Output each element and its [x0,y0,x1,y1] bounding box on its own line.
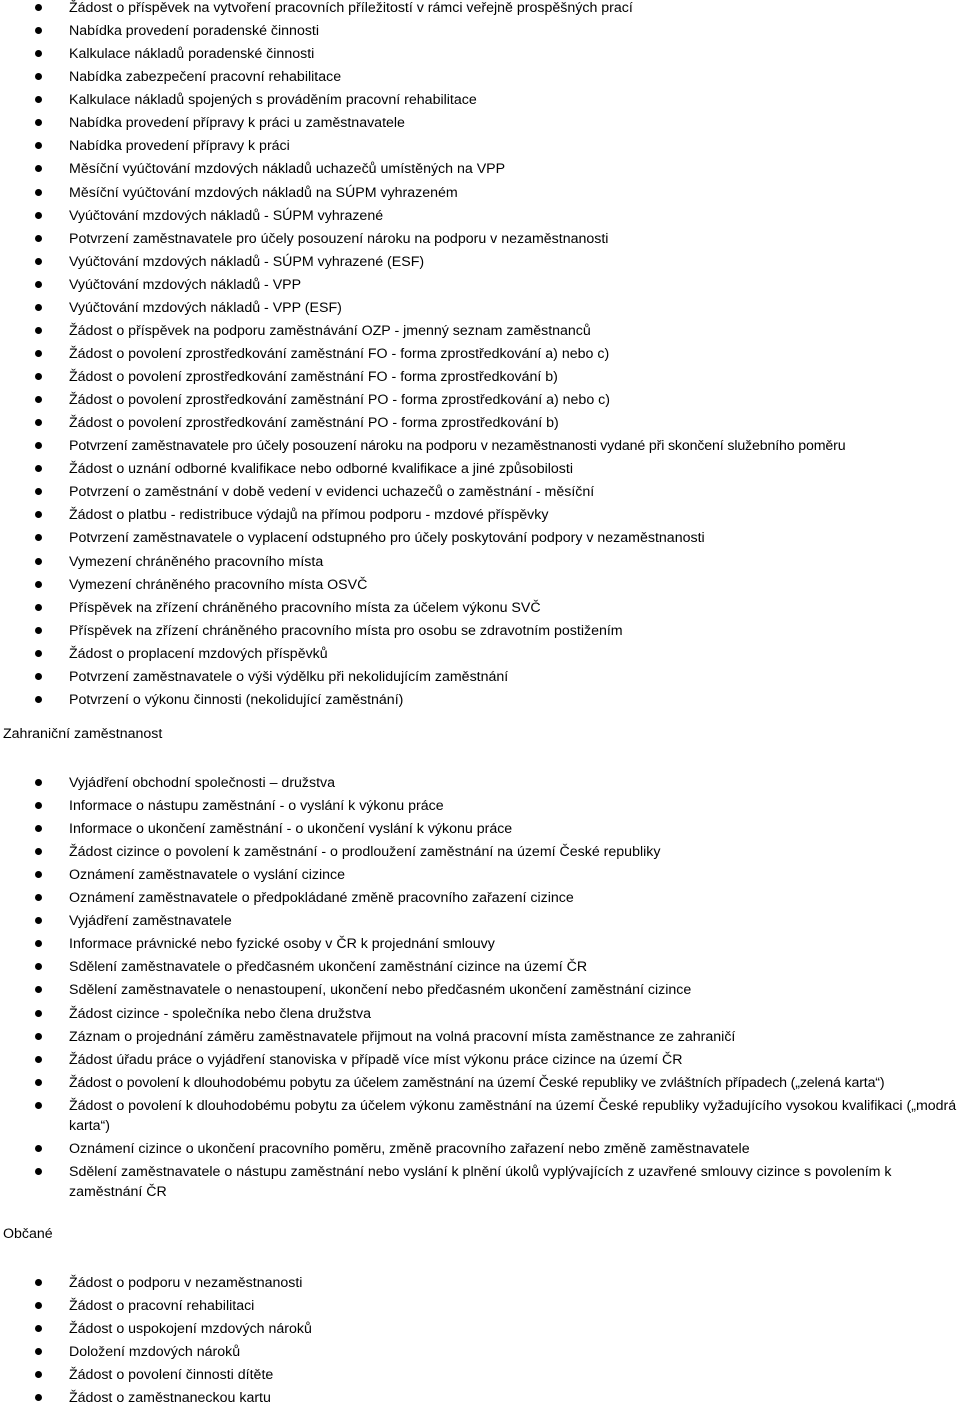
bullet-icon [35,1102,42,1109]
bullet-icon [35,1079,42,1086]
list-item [0,888,960,908]
bullet-icon [35,119,42,126]
list-item [0,1050,960,1070]
bullet-icon [35,534,42,541]
list-item [0,1388,960,1408]
bullet-icon [35,50,42,57]
bullet-icon [35,1145,42,1152]
list-item [0,598,960,618]
bullet-icon [35,142,42,149]
list-item-text: Nabídka provedení přípravy k práci u zaměstnavatele [69,115,405,132]
employers-forms-list [0,0,960,710]
bullet-icon [35,4,42,11]
list-item-text: Vyúčtování mzdových nákladů - VPP (ESF) [69,299,342,316]
list-item-text: Sdělení zaměstnavatele o předčasném ukončení zaměstnání cizince na území ČR [69,959,588,976]
bullet-icon [35,1033,42,1040]
list-item-text: Nabídka provedení přípravy k práci [69,138,290,155]
list-item [0,980,960,1000]
list-item [0,1365,960,1385]
list-item-text: Potvrzení o výkonu činnosti (nekolidující zaměstnání) [69,691,404,708]
bullet-icon [35,848,42,855]
list-item-text: Vyúčtování mzdových nákladů - VPP [69,276,302,293]
list-item-text: Žádost o podporu v nezaměstnanosti [69,1274,303,1291]
list-item [0,459,960,479]
list-item-text: Žádost o povolení zprostředkování zaměstnání PO - forma zprostředkování b) [69,415,559,432]
bullet-icon [35,235,42,242]
list-item [0,367,960,387]
bullet-icon [35,281,42,288]
bullet-icon [35,779,42,786]
list-item-text: Záznam o projednání záměru zaměstnavatele přijmout na volná pracovní místa zaměstnance ze zahraničí [69,1028,736,1045]
list-item [0,1319,960,1339]
bullet-icon [35,96,42,103]
bullet-icon [35,1371,42,1378]
bullet-icon [35,189,42,196]
list-item-text: Žádost o povolení k dlouhodobému pobytu za účelem výkonu zaměstnání na území České republiky vyžadujícího vysokou kvalifikaci („modrá karta“) [69,1097,957,1134]
bullet-icon [35,1010,42,1017]
list-item [0,1073,960,1093]
list-item-text: Žádost cizince - společníka nebo člena družstva [69,1005,372,1022]
list-item [0,1004,960,1024]
bullet-icon [35,488,42,495]
list-item-text: Vyúčtování mzdových nákladů - SÚPM vyhrazené [69,207,384,224]
list-item [0,321,960,341]
list-item [0,690,960,710]
list-item [0,911,960,931]
list-item-text: Doložení mzdových nároků [69,1344,241,1361]
list-item-text: Oznámení cizince o ukončení pracovního poměru, změně pracovního zařazení nebo změně zaměstnavatele [69,1140,750,1157]
list-item [0,1273,960,1293]
list-item-text: Sdělení zaměstnavatele o nástupu zaměstnání nebo vyslání k plnění úkolů vyplývajících z uzavřené smlouvy cizince s povolením k zaměstnání ČR [69,1163,892,1200]
bullet-icon [35,917,42,924]
list-item [0,552,960,572]
list-item-text: Potvrzení zaměstnavatele pro účely posouzení nároku na podporu v nezaměstnanosti vydané při skončení služebního poměru [69,438,846,455]
list-item-text: Žádost o povolení činnosti dítěte [69,1367,274,1384]
list-item-text: Žádost o příspěvek na vytvoření pracovních příležitostí v rámci veřejně prospěšných prací [69,0,633,16]
list-item [0,1296,960,1316]
list-item [0,1139,960,1159]
list-item-text: Nabídka zabezpečení pracovní rehabilitace [69,69,342,86]
list-item [0,482,960,502]
list-item [0,136,960,156]
bullet-icon [35,465,42,472]
bullet-icon [35,396,42,403]
list-item [0,621,960,641]
list-item [0,44,960,64]
list-item [0,113,960,133]
list-item-text: Vyúčtování mzdových nákladů - SÚPM vyhrazené (ESF) [69,253,425,270]
bullet-icon [35,327,42,334]
list-item-text: Měsíční vyúčtování mzdových nákladů uchazečů umístěných na VPP [69,161,506,178]
bullet-icon [35,350,42,357]
list-item-text: Vyjádření zaměstnavatele [69,913,232,930]
list-item-text: Žádost o povolení zprostředkování zaměstnání FO - forma zprostředkování a) nebo c) [69,345,610,362]
bullet-icon [35,27,42,34]
list-item [0,644,960,664]
list-item [0,229,960,249]
list-item [0,1342,960,1362]
list-item [0,819,960,839]
list-item-text: Žádost úřadu práce o vyjádření stanoviska v případě více míst výkonu práce cizince na území ČR [69,1051,683,1068]
bullet-icon [35,558,42,565]
list-item-text: Oznámení zaměstnavatele o vyslání cizince [69,867,345,884]
bullet-icon [35,894,42,901]
list-item [0,1096,960,1136]
list-item [0,344,960,364]
list-item-text: Žádost cizince o povolení k zaměstnání - o prodloužení zaměstnání na území České republiky [69,844,661,861]
list-item-text: Informace o nástupu zaměstnání - o vyslání k výkonu práce [69,797,444,814]
bullet-icon [35,627,42,634]
list-item-text: Žádost o proplacení mzdových příspěvků [69,645,328,662]
list-item-text: Žádost o povolení zprostředkování zaměstnání FO - forma zprostředkování b) [69,369,558,385]
list-item-text: Žádost o uspokojení mzdových nároků [69,1321,312,1337]
list-item [0,90,960,110]
foreign-employment-forms-list [0,773,960,1202]
list-item [0,865,960,885]
bullet-icon [35,696,42,703]
bullet-icon [35,963,42,970]
list-item-text: Žádost o povolení k dlouhodobému pobytu za účelem zaměstnání na území České republiky ve zvláštních případech („zelená karta“) [69,1074,885,1091]
bullet-icon [35,258,42,265]
list-item [0,413,960,433]
list-item-text: Vymezení chráněného pracovního místa OSVČ [69,576,368,593]
list-item-text: Příspěvek na zřízení chráněného pracovního místa za účelem výkonu SVČ [69,599,541,616]
list-item-text: Žádost o zaměstnaneckou kartu [69,1390,271,1407]
citizens-forms-list [0,1273,960,1408]
bullet-icon [35,419,42,426]
list-item [0,934,960,954]
list-item-text: Měsíční vyúčtování mzdových nákladů na SÚPM vyhrazeném [69,184,458,201]
bullet-icon [35,650,42,657]
list-item [0,667,960,687]
list-item-text: Kalkulace nákladů poradenské činnosti [69,46,315,63]
list-item [0,67,960,87]
list-item [0,773,960,793]
bullet-icon [35,581,42,588]
list-item-text: Žádost o příspěvek na podporu zaměstnávání OZP - jmenný seznam zaměstnanců [69,322,591,339]
bullet-icon [35,986,42,993]
bullet-icon [35,442,42,449]
bullet-icon [35,1056,42,1063]
list-item-text: Žádost o povolení zprostředkování zaměstnání PO - forma zprostředkování a) nebo c) [69,392,610,409]
bullet-icon [35,1168,42,1175]
bullet-icon [35,1394,42,1401]
list-item [0,183,960,203]
list-item [0,505,960,525]
list-item-text: Potvrzení zaměstnavatele o vyplacení odstupného pro účely poskytování podpory v nezaměstnanosti [69,530,705,547]
list-item-text: Vymezení chráněného pracovního místa [69,553,324,570]
list-item [0,21,960,41]
list-item-text: Informace právnické nebo fyzické osoby v ČR k projednání smlouvy [69,936,495,953]
bullet-icon [35,1325,42,1332]
list-item-text: Vyjádření obchodní společnosti – družstva [69,774,336,791]
list-item-text: Potvrzení o zaměstnání v době vedení v evidenci uchazečů o zaměstnání - měsíční [69,484,595,501]
bullet-icon [35,212,42,219]
list-item-text: Potvrzení zaměstnavatele pro účely posouzení nároku na podporu v nezaměstnanosti [69,230,609,247]
list-item [0,0,960,18]
bullet-icon [35,871,42,878]
bullet-icon [35,165,42,172]
list-item [0,842,960,862]
list-item-text: Nabídka provedení poradenské činnosti [69,23,320,40]
list-item [0,1027,960,1047]
list-item [0,1162,960,1202]
list-item [0,206,960,226]
list-item-text: Příspěvek na zřízení chráněného pracovního místa pro osobu se zdravotním postižením [69,622,623,639]
section-heading-citizens: Občané [3,1225,53,1242]
list-item-text: Potvrzení zaměstnavatele o výši výdělku při nekolidujícím zaměstnání [69,668,509,685]
list-item-text: Sdělení zaměstnavatele o nenastoupení, ukončení nebo předčasném ukončení zaměstnání cizince [69,982,692,999]
list-item-text: Oznámení zaměstnavatele o předpokládané změně pracovního zařazení cizince [69,890,574,907]
list-item-text: Žádost o pracovní rehabilitaci [69,1297,255,1314]
list-item [0,390,960,410]
bullet-icon [35,1348,42,1355]
list-item [0,575,960,595]
list-item [0,957,960,977]
list-item [0,275,960,295]
bullet-icon [35,825,42,832]
list-item-text: Informace o ukončení zaměstnání - o ukončení vyslání k výkonu práce [69,821,513,837]
list-item [0,252,960,272]
list-item-text: Žádost o platbu - redistribuce výdajů na přímou podporu - mzdové příspěvky [69,507,549,524]
bullet-icon [35,304,42,311]
bullet-icon [35,940,42,947]
bullet-icon [35,673,42,680]
bullet-icon [35,511,42,518]
list-item [0,298,960,318]
list-item [0,528,960,548]
list-item [0,436,960,456]
list-item [0,159,960,179]
bullet-icon [35,1302,42,1309]
bullet-icon [35,73,42,80]
list-item [0,796,960,816]
list-item-text: Kalkulace nákladů spojených s prováděním pracovní rehabilitace [69,92,477,109]
bullet-icon [35,604,42,611]
section-heading-foreign-employment: Zahraniční zaměstnanost [3,725,163,742]
bullet-icon [35,1279,42,1286]
list-item-text: Žádost o uznání odborné kvalifikace nebo odborné kvalifikace a jiné způsobilosti [69,461,573,478]
bullet-icon [35,802,42,809]
bullet-icon [35,373,42,380]
